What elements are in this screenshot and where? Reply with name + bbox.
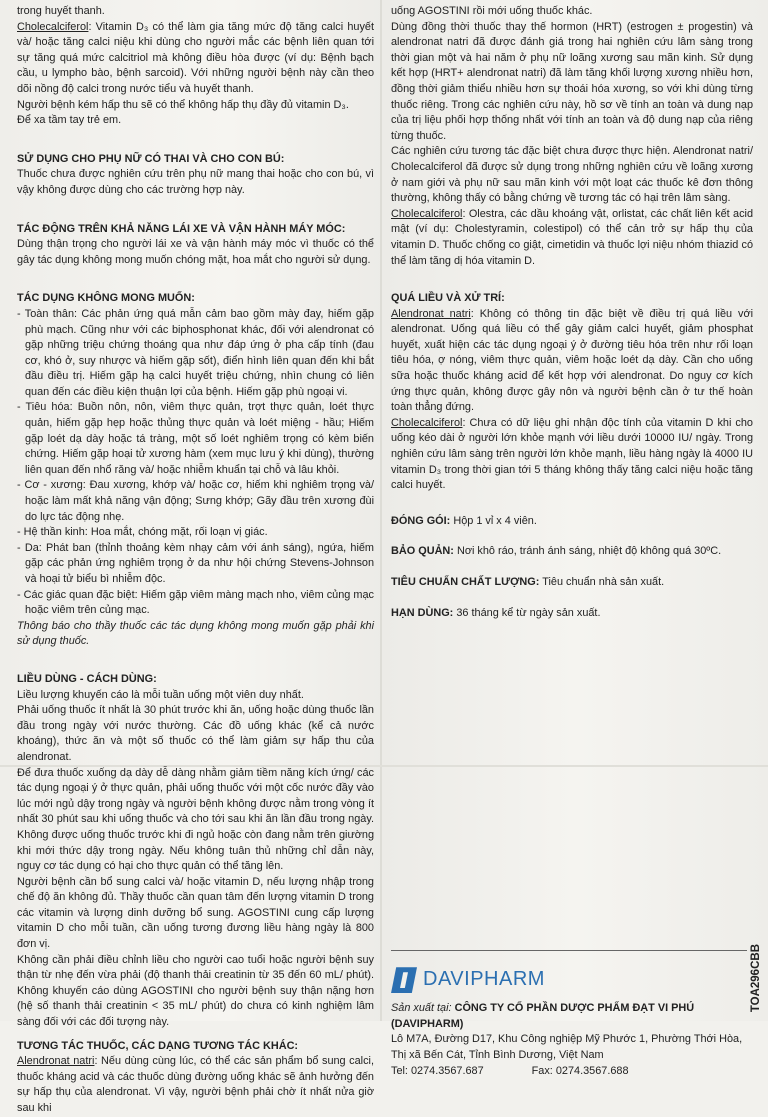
address-line-1: Lô M7A, Đường D17, Khu Công nghiệp Mỹ Phước 1, Phường Thới Hòa, — [391, 1033, 743, 1046]
adverse-item: - Các giác quan đặc biệt: Hiếm gặp viêm màng mạch nho, viêm củng mạc hoặc viêm trên củng mạc. — [17, 588, 374, 617]
left-column — [17, 4, 374, 1117]
dosage-paragraph: Để đưa thuốc xuống dạ dày dễ dàng nhằm giảm tiềm năng kích ứng/ các tác dụng ngoại ý ở thực quản, phải uống thuốc với một cốc nước đầy vào lúc mới ngủ dậy trong ngày và người bệnh không được nằm trong vòng ít nhất 30 phút sau khi uống thuốc và cho tới sau khi ăn lần đầu trong ngày. Không được uống thuốc trước khi đi ngủ hoặc còn đang nằm trên giường khi mới thức dậy trong ngày. Nếu không tuân thủ những chỉ dẫn này, nguy cơ tác dụng có hại cho thực quản có thể tăng lên. — [17, 766, 374, 873]
interactions-text: Alendronat natri: Nếu dùng cùng lúc, có thể các sản phẩm bổ sung calci, thuốc kháng acid và các thuốc dùng đường uống khác sẽ ảnh hưởng đến sự hấp thụ của alendronat. Vì vậy, người bệnh phải chờ ít nhất nửa giờ sau khi — [17, 1055, 374, 1114]
manufacturer-line: Sản xuất tại: CÔNG TY CỔ PHẦN DƯỢC PHẨM ĐẠT VI PHÚ (DAVIPHARM) — [391, 1002, 695, 1030]
divider — [391, 950, 747, 951]
manufacturer-block — [391, 1001, 753, 1079]
intro-text: trong huyết thanh. — [17, 5, 105, 17]
dosage-heading: LIỀU DÙNG - CÁCH DÙNG: — [17, 672, 157, 685]
address-line-2: Thị xã Bến Cát, Tỉnh Bình Dương, Việt Nam — [391, 1048, 604, 1061]
davipharm-logo-icon — [391, 967, 417, 993]
interactions-continued: uống AGOSTINI rồi mới uống thuốc khác. — [391, 5, 593, 17]
expiry-line: HẠN DÙNG: 36 tháng kể từ ngày sản xuất. — [391, 606, 601, 619]
cholecalciferol-precaution: Cholecalciferol: Vitamin D₃ có thể làm gia tăng mức độ tăng calci huyết và/ hoặc tăng calci niệu khi dùng cho người mắc các bệnh liên quan tới sự tăng quá mức calcitriol mà không điều hòa được (ví dụ: Bệnh bạch cầu, u lympho bào, bệnh sarcoid). Với những người bệnh này cần theo dõi nồng độ calci trong nước tiểu và huyết thanh. — [17, 20, 374, 95]
blank-space — [391, 621, 753, 936]
study-paragraph: Các nghiên cứu tương tác đặc biệt chưa được thực hiện. Alendronat natri/ Cholecalciferol đã được sử dụng trong những nghiên cứu về loãng xương ở nam giới và phụ nữ sau mãn kinh với một loạt các thuốc kê đơn thông thường, không thấy có bằng chứng về tương tác có hại trên lâm sàng. — [391, 145, 753, 205]
overdose-alendronat: Alendronat natri: Không có thông tin đặc biệt về điều trị quá liều với alendronat. Uống quá liều có thể gây giảm calci huyết, giảm phosphat huyết, xuất hiện các tác dụng ngoại ý ở đường tiêu hóa trên như rối loạn tiêu hóa, ợ nóng, viêm thực quản, viêm hoặc loét dạ dày. Cần cho uống sữa hoặc thuốc kháng acid để kết hợp với alendronat. Do nguy cơ kích ứng thực quản, không được gây nôn và người bệnh cần ở tư thế hoàn toàn thẳng đứng. — [391, 307, 754, 414]
keep-away-note: Để xa tầm tay trẻ em. — [17, 114, 122, 127]
adverse-item: - Da: Phát ban (thỉnh thoảng kèm nhạy cảm với ánh sáng), ngứa, hiếm gặp các phản ứng nghiêm trọng ở da như hội chứng Stevens-Johnson và hoại tử biểu bì nhiễm độc. — [17, 541, 374, 585]
contact-line: Tel: 0274.3567.687 Fax: 0274.3567.688 — [391, 1064, 629, 1077]
right-column — [391, 4, 753, 1079]
adverse-effects-heading: TÁC DỤNG KHÔNG MONG MUỐN: — [17, 292, 195, 305]
cholecalciferol-interaction: Cholecalciferol: Olestra, các dầu khoáng vật, orlistat, các chất liên kết acid mật (ví dụ: Cholestyramin, colestipol) có thể cản trở sự hấp thụ của vitamin D. Thuốc chống co giật, cimetidin và thuốc lợi niệu nhóm thiazid có thể làm tăng dị hóa vitamin D. — [391, 207, 753, 267]
dosage-paragraph: Người bệnh cần bổ sung calci và/ hoặc vitamin D, nếu lượng nhập trong chế độ ăn không đủ. Thầy thuốc cần quan tâm đến lượng vitamin D trong các vitamin và lượng dinh dưỡng bổ sung. AGOSTINI cung cấp lượng vitamin D cho mỗi tuần, cần uống tương đương liều hàng ngày là 800 đơn vị. — [17, 875, 374, 951]
interactions-heading: TƯƠNG TÁC THUỐC, CÁC DẠNG TƯƠNG TÁC KHÁC: — [17, 1039, 299, 1052]
adverse-item: - Toàn thân: Các phản ứng quá mẫn cảm bao gồm mày đay, hiếm gặp phù mạch. Cũng như với các biphosphonat khác, đối với alendronat có gặp những triệu chứng thoáng qua như đáp ứng ở pha cấp tính (đau cơ, khó ở, suy nhược và hiếm gặp sốt), điển hình liên quan đến khi bắt đầu điều trị. Hiếm gặp hạ calci huyết triệu chứng, nhìn chung có liên quan đến các điều kiện thuận lợi của bệnh. Hiếm gặp phù ngoại vi. — [17, 307, 374, 398]
malabsorption-note: Người bệnh kém hấp thu sẽ có thể không hấp thụ đầy đủ vitamin D₃. — [17, 98, 349, 111]
dosage-paragraph: Không cần phải điều chỉnh liều cho người cao tuổi hoặc người bệnh suy thận từ nhẹ đến vừa phải (độ thanh thải creatinin từ 35 đến 60 mL/ phút). Không khuyến cáo dùng AGOSTINI cho người bệnh suy thận nặng hơn (hệ số thanh thải creatinin < 35 mL/ phút) do chưa có kinh nghiệm lâm sàng đối với các đối tượng này. — [17, 953, 374, 1029]
driving-heading: TÁC ĐỘNG TRÊN KHẢ NĂNG LÁI XE VÀ VẬN HÀNH MÁY MÓC: — [17, 222, 346, 235]
pregnancy-text: Thuốc chưa được nghiên cứu trên phụ nữ mang thai hoặc cho con bú, vì vậy không được dùng cho các trường hợp này. — [17, 168, 374, 196]
document-code: TOA296CBB — [750, 944, 762, 1013]
hrt-paragraph: Dùng đồng thời thuốc thay thế hormon (HRT) (estrogen ± progestin) và alendronat natri đã được đánh giá trong hai nghiên cứu lâm sàng trong thời gian một và hai năm ở phụ nữ loãng xương sau mãn kinh. Sử dụng kết hợp (HRT+ alendronat natri) đã làm tăng khối lượng xương nhiều hơn, đồng thời giảm thiểu nhiều hơn sự thoái hóa xương, so với khi dùng từng thuốc riêng. Trong các nghiên cứu này, hồ sơ về tính an toàn và dung nạp của trị liệu phối hợp thống nhất với tính an toàn và độ dung nạp của riêng từng thuốc. — [391, 20, 753, 142]
adverse-note: Thông báo cho thầy thuốc các tác dụng không mong muốn gặp phải khi sử dụng thuốc. — [17, 619, 374, 648]
storage-line: BẢO QUẢN: Nơi khô ráo, tránh ánh sáng, nhiệt độ không quá 30ºC. — [391, 545, 722, 558]
logo-text: DAVIPHARM — [423, 968, 545, 991]
adverse-item: - Hệ thần kinh: Hoa mắt, chóng mặt, rối loạn vị giác. — [17, 526, 268, 539]
overdose-cholecalciferol: Cholecalciferol: Chưa có dữ liệu ghi nhận độc tính của vitamin D khi cho uống kéo dài ở người lớn khỏe mạnh với liều dưới 10000 IU/ ngày. Trong nghiên cứu lâm sàng trên người lớn khỏe mạnh, liều hàng ngày là 4000 IU vitamin D₃ trong thời gian tới 5 tháng không thấy tăng calci niệu hoặc tăng calci huyết. — [391, 416, 753, 492]
driving-text: Dùng thận trọng cho người lái xe và vận hành máy móc vì thuốc có thể gây tác dụng không mong muốn chóng mặt, hoa mắt cho người sử dụng. — [17, 238, 374, 266]
dosage-paragraph: Phải uống thuốc ít nhất là 30 phút trước khi ăn, uống hoặc dùng thuốc lần đầu trong ngày với nước thường. Các đồ uống khác (kể cả nước khoáng), thức ăn và một số thuốc có thể làm giảm sự hấp thu của alendronat. — [17, 704, 374, 763]
company-logo — [391, 963, 753, 997]
standard-line: TIÊU CHUẨN CHẤT LƯỢNG: Tiêu chuẩn nhà sản xuất. — [391, 576, 665, 588]
pregnancy-heading: SỬ DỤNG CHO PHỤ NỮ CÓ THAI VÀ CHO CON BÚ: — [17, 152, 285, 165]
fold-line-vertical — [380, 0, 382, 1021]
overdose-heading: QUÁ LIỀU VÀ XỬ TRÍ: — [391, 292, 505, 305]
adverse-item: - Cơ - xương: Đau xương, khớp và/ hoặc cơ, hiếm khi nghiêm trọng và/ hoặc làm mất khả năng vận động; Sưng khớp; Gãy đầu trên xương đùi do lực tác động nhẹ. — [17, 479, 374, 523]
dosage-paragraph: Liều lượng khuyến cáo là mỗi tuần uống một viên duy nhất. — [17, 688, 304, 701]
packaging-line: ĐÓNG GÓI: Hộp 1 vỉ x 4 viên. — [391, 514, 537, 527]
adverse-item: - Tiêu hóa: Buồn nôn, nôn, viêm thực quản, trợt thực quản, loét thực quản, hiếm gặp hẹp hoặc thủng thực quản và loét miệng - hầu; Hiếm gặp loét dạ dày hoặc tá tràng, một số loét nghiêm trọng có kèm biến chứng. Hiếm gặp hoại tử xương hàm (xem mục lưu ý khi dùng), thường liên quan đến nhổ răng và/ hoặc nhiễm khuẩn tại chỗ và lâu khỏi. — [17, 401, 374, 476]
